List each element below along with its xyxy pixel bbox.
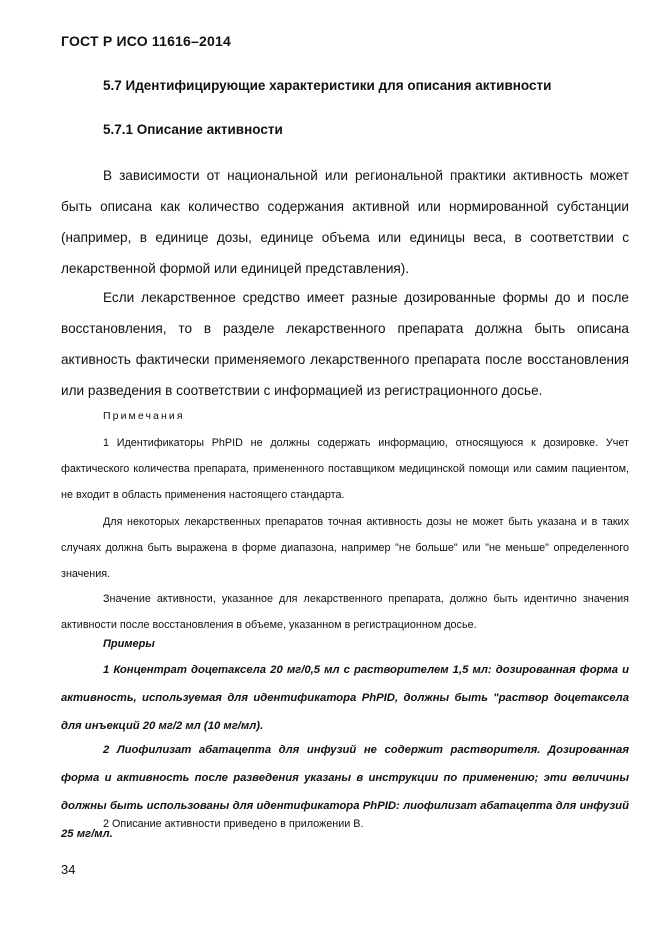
example-item: 1 Концентрат доцетаксела 20 мг/0,5 мл с растворителем 1,5 мл: дозированная форма и активность, используемая для идентификатора PhPID, должны быть "раствор доцетаксела для инъекций 20 мг/2 мл (10 мг/мл). xyxy=(61,664,629,732)
example-item: 2 Лиофилизат абатацепта для инфузий не содержит растворителя. Дозированная форма и активность после разведения указаны в инструкции по применению; эти величины должны быть использованы для идентификатора PhPID: лиофилизат абатацепта для инфузий 25 мг/мл. xyxy=(61,744,629,840)
examples-label: Примеры xyxy=(103,638,155,650)
note-item: Для некоторых лекарственных препаратов точная активность дозы не может быть указана и в таких случаях должна быть выражена в форме диапазона, например "не больше" или "не меньше" определенного значения. xyxy=(61,516,629,580)
note-item-last: 2 Описание активности приведено в приложении В. xyxy=(103,818,364,830)
page-number: 34 xyxy=(61,862,76,877)
body-paragraph: В зависимости от национальной или региональной практики активность может быть описана как количество содержания активной или нормированной субстанции (например, в единице дозы, единице объема или единицы веса, в соответствии с лекарственной формой или единицей представления). xyxy=(61,168,629,276)
note-item: Значение активности, указанное для лекарственного препарата, должно быть идентично значения активности после восстановления в объеме, указанном в регистрационном досье. xyxy=(61,593,629,631)
body-paragraph: Если лекарственное средство имеет разные дозированные формы до и после восстановления, то в разделе лекарственного препарата должна быть описана активность фактически применяемого лекарственного препарата после восстановления или разведения в соответствии с информацией из регистрационного досье. xyxy=(61,290,629,398)
note-item: 1 Идентификаторы PhPID не должны содержать информацию, относящуюся к дозировке. Учет фактического количества препарата, примененного поставщиком медицинской помощи или самим пациентом, не входит в область применения настоящего стандарта. xyxy=(61,437,629,501)
document-header-standard-id: ГОСТ Р ИСО 11616–2014 xyxy=(61,33,231,49)
notes-label: Примечания xyxy=(103,410,185,422)
subsection-heading: 5.7.1 Описание активности xyxy=(103,122,283,137)
section-heading: 5.7 Идентифицирующие характеристики для описания активности xyxy=(103,78,552,93)
